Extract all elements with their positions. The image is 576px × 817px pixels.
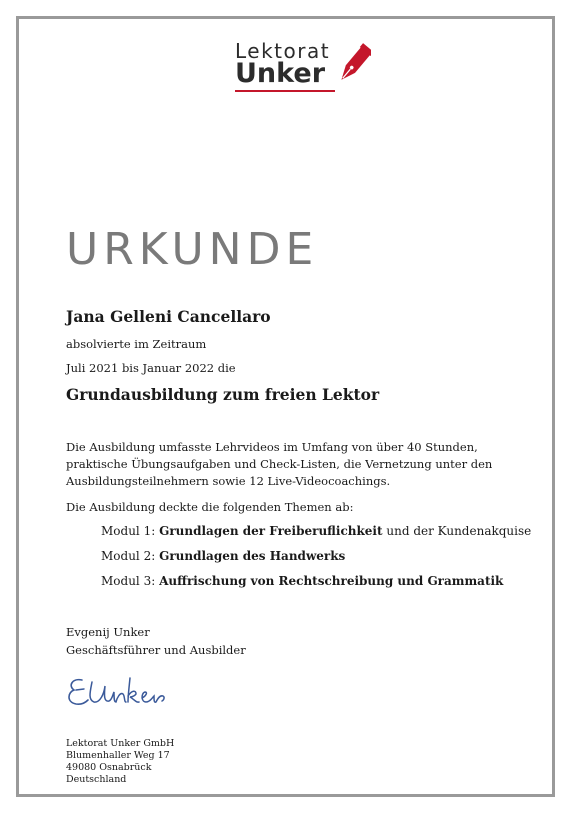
description-line: Die Ausbildung umfasste Lehrvideos im Umfang von über 40 Stunden,: [66, 440, 478, 454]
recipient-name: Jana Gelleni Cancellaro: [66, 307, 271, 326]
logo-underline: [235, 90, 335, 92]
company-logo: [232, 40, 372, 96]
company-address-line: Lektorat Unker GmbH: [66, 738, 175, 749]
completed-text: absolvierte im Zeitraum: [66, 337, 207, 351]
signer-name: Evgenij Unker: [66, 625, 150, 639]
signer-role: Geschäftsführer und Ausbilder: [66, 643, 246, 657]
company-address-line: Deutschland: [66, 774, 127, 785]
module-item: [101, 549, 345, 563]
module-prefix: Modul 2:: [101, 549, 160, 563]
topics-intro: Die Ausbildung deckte die folgenden Themen ab:: [66, 500, 354, 514]
course-title: Grundausbildung zum freien Lektor: [66, 385, 380, 404]
module-title: Grundlagen des Handwerks: [159, 549, 346, 563]
description-line: Ausbildungsteilnehmern sowie 12 Live-Videocoachings.: [66, 474, 391, 488]
module-item: [101, 574, 503, 588]
handwritten-signature: [64, 672, 174, 712]
logo-line-1: Lektorat: [235, 39, 331, 63]
module-suffix: und der Kundenakquise: [382, 524, 532, 538]
description-line: praktische Übungsaufgaben und Check-Listen, die Vernetzung unter den: [66, 457, 493, 471]
module-item: [101, 524, 531, 538]
page-title: URKUNDE: [66, 224, 319, 275]
company-address-line: 49080 Osnabrück: [66, 762, 152, 773]
module-title: Grundlagen der Freiberuflichkeit: [159, 524, 383, 538]
module-prefix: Modul 3:: [101, 574, 160, 588]
fountain-pen-icon: [335, 40, 371, 92]
period-text: Juli 2021 bis Januar 2022 die: [66, 361, 236, 375]
module-title: Auffrischung von Rechtschreibung und Grammatik: [159, 574, 504, 588]
logo-line-2: Unker: [235, 58, 326, 89]
company-address-line: Blumenhaller Weg 17: [66, 750, 170, 761]
module-prefix: Modul 1:: [101, 524, 160, 538]
